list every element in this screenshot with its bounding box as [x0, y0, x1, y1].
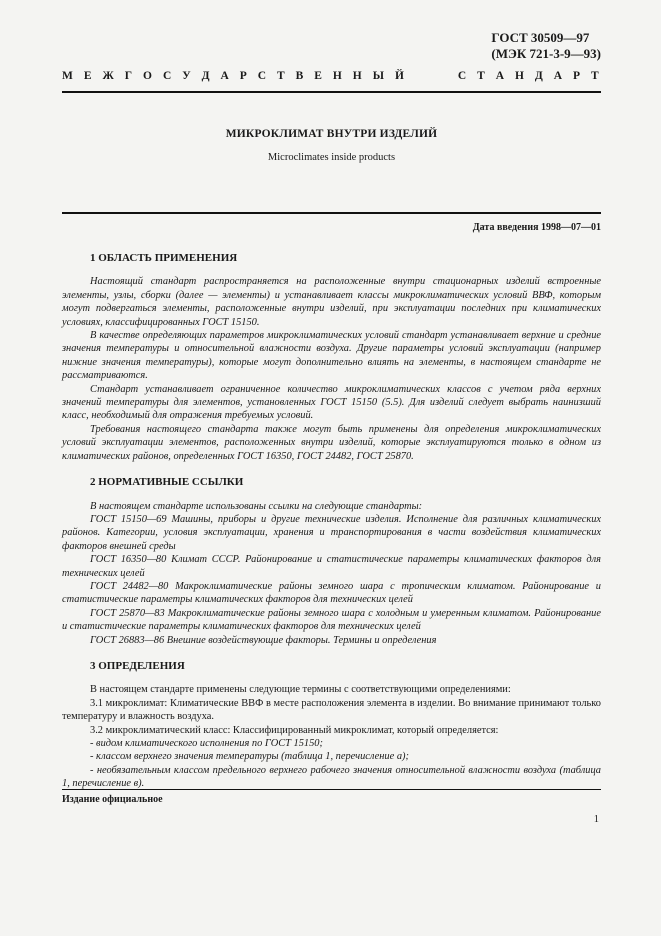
banner-letter: Н — [332, 70, 342, 82]
banner-letter: Т — [591, 70, 599, 82]
banner-letter: С — [257, 70, 267, 82]
banner-letter: Е — [83, 70, 92, 82]
section-1 — [62, 252, 601, 463]
section-3-intro: В настоящем стандарте применены следующие термины с соответствующими определениями: — [90, 684, 511, 696]
iec-number: (МЭК 721-3-9—93) — [491, 46, 601, 61]
section-1-paragraph: В качестве определяющих параметров микроклиматических условий стандарт устанавливает верхние и средние значения температуры и относительной влажности воздуха. Другие параметры условий эксплуатации (например нижние значения температуры), которые могут дополнительно влиять на элементы, в настоящем стандарте не рассматриваются. — [62, 330, 601, 382]
definition-2: 3.2 микроклиматический класс: Классифицированный микроклимат, который определяется: — [90, 724, 499, 736]
banner-letter: М — [62, 70, 73, 82]
banner-letter: Е — [314, 70, 322, 82]
section-1-paragraph: Настоящий стандарт распространяется на расположенные внутри стационарных изделий встроенные элементы, узлы, сборки (далее — элементы) и устанавливает классы микроклиматических условий ВВФ, которым могут подвергаться элементы, расположенные внутри изделий, при эксплуатации последних при климатических условиях, классифицированных ГОСТ 15150. — [62, 276, 601, 328]
page-number: 1 — [593, 814, 599, 825]
reference-item: ГОСТ 25870—83 Макроклиматические районы земного шара с холодным и умеренным климатом. Районирование и статистические параметры климатических факторов для технических целей — [62, 607, 601, 633]
banner-letter: У — [182, 70, 191, 82]
definition-list-item: - классом верхнего значения температуры (таблица 1, перечисление а); — [90, 751, 409, 763]
section-2-paragraph: В настоящем стандарте использованы ссылки на следующие стандарты: — [90, 500, 423, 512]
reference-item: ГОСТ 15150—69 Машины, приборы и другие технические изделия. Исполнение для различных климатических районов. Категории, условия эксплуатации, хранения и транспортирования в части воздействия климатических факторов внешней среды — [62, 513, 601, 552]
section-3 — [62, 660, 601, 791]
banner-letter: А — [553, 70, 563, 82]
banner-letter: Н — [514, 70, 524, 82]
banner-letter: Т — [277, 70, 285, 82]
section-1-heading: 1 ОБЛАСТЬ ПРИМЕНЕНИЯ — [90, 252, 238, 264]
reference-item: ГОСТ 26883—86 Внешние воздействующие факторы. Термины и определения — [90, 634, 437, 646]
gost-number-block — [491, 30, 601, 62]
main-content — [62, 252, 601, 804]
banner-letter: Ж — [102, 70, 114, 82]
banner-letter: Р — [573, 70, 581, 82]
edition-note: Издание официальное — [62, 794, 163, 805]
section-1-paragraph: Требования настоящего стандарта также могут быть применены для определения микроклиматических условий эксплуатации элементов, расположенных внутри изделий, которые эксплуатируются только в одном из климатических районов, определенных ГОСТ 16350, ГОСТ 24482, ГОСТ 25870. — [62, 423, 601, 462]
definition-list-item: - необязательным классом предельного верхнего рабочего значения относительной влажности воздуха (таблица 1, перечисление в). — [62, 764, 601, 790]
reference-item: ГОСТ 24482—80 Макроклиматические районы земного шара с тропическим климатом. Районирование и статистические параметры климатических факторов для технических целей — [62, 580, 601, 606]
section-2 — [62, 476, 601, 647]
banner-letter: А — [220, 70, 229, 82]
reference-item: ГОСТ 16350—80 Климат СССР. Районирование и статистические параметры климатических факторов для технических целей — [62, 554, 601, 579]
section-1-paragraph: Стандарт устанавливает ограниченное количество микроклиматических классов с учетом ряда верхних значений температуры для элементов, установленных ГОСТ 15150 (5.5). Для изделий следует выбрать наинизший класс, необходимый для отражения требуемых условий. — [62, 383, 601, 422]
banner-letter: Г — [124, 70, 133, 82]
section-3-heading: 3 ОПРЕДЕЛЕНИЯ — [90, 659, 185, 672]
banner-letter: Д — [201, 70, 210, 82]
banner-letter: С — [457, 70, 467, 82]
banner-letter: Н — [352, 70, 362, 82]
banner-letter: О — [143, 70, 152, 82]
document-subtitle: Microclimates inside products — [267, 152, 396, 163]
banner-letter: В — [295, 70, 304, 82]
section-2-heading: 2 НОРМАТИВНЫЕ ССЫЛКИ — [90, 476, 244, 489]
definition-list-item: - видом климатического исполнения по ГОСТ 15150; — [90, 738, 323, 749]
definition-1: 3.1 микроклимат: Климатические ВВФ в месте расположения элемента в изделии. Во внимание принимают только температуру и влажность воздуха. — [62, 697, 601, 723]
banner-letter: Т — [477, 70, 485, 82]
banner-letter: Й — [394, 70, 404, 82]
banner-letter: А — [495, 70, 505, 82]
banner-letter: Р — [239, 70, 247, 82]
title-rule — [62, 212, 601, 214]
footer-rule — [62, 789, 601, 790]
banner-letter: Ы — [372, 70, 384, 82]
banner-letter: Д — [534, 70, 543, 82]
intro-date: Дата введения 1998—07—01 — [472, 222, 601, 233]
banner-letter: С — [162, 70, 172, 82]
standard-type-banner — [62, 70, 599, 82]
gost-number: ГОСТ 30509—97 — [491, 30, 590, 45]
header-rule — [62, 91, 601, 93]
document-title: МИКРОКЛИМАТ ВНУТРИ ИЗДЕЛИЙ — [225, 128, 438, 140]
